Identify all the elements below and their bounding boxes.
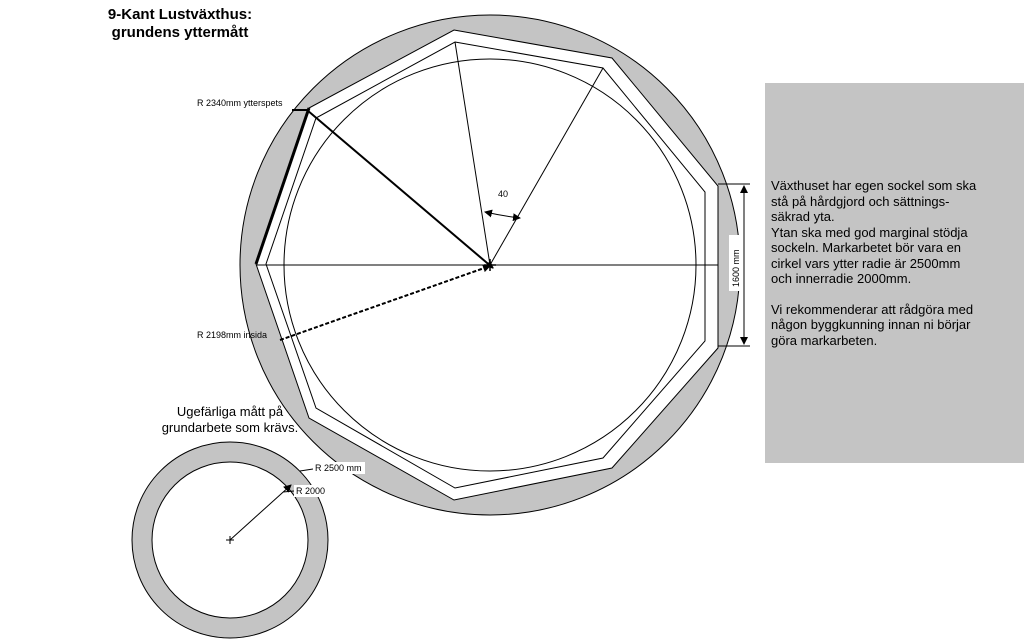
angle-label: 40 — [498, 189, 509, 199]
paragraph-gap — [771, 287, 1018, 302]
inner-side-radius-label: R 2198mm insida — [197, 330, 268, 340]
info-text-line: någon byggkunning innan ni börjar — [771, 317, 971, 332]
info-text-line: Ytan ska med god marginal stödja — [771, 224, 968, 240]
small-inner-radius-label: R 2000 — [296, 486, 326, 496]
info-text-line: cirkel vars ytter radie är 2500mm — [771, 255, 961, 271]
caption-line-1: Ugefärliga mått på — [176, 404, 284, 419]
caption-line-2: grundarbete som krävs. — [161, 420, 299, 435]
small-outer-radius-label: R 2500 mm — [315, 463, 362, 473]
info-text-line: stå på hårdgjord och sättnings- — [771, 193, 950, 209]
info-panel — [765, 83, 1024, 463]
width-dimension-label: 1600 mm — [731, 249, 741, 287]
info-text-line: Växthuset har egen sockel som ska — [771, 178, 977, 193]
info-text-line: sockeln. Markarbetet bör vara en — [771, 240, 962, 255]
foundation-caption — [100, 404, 360, 436]
small-outer-leader — [300, 469, 313, 471]
info-text-line: och innerradie 2000mm. — [771, 271, 912, 286]
info-text-line: göra markarbeten. — [771, 332, 878, 348]
info-text-line: säkrad yta. — [771, 209, 835, 224]
info-text-line: Vi rekommenderar att rådgöra med — [771, 301, 974, 317]
title-line-2: grundens yttermått — [111, 24, 249, 41]
title-line-1: 9-Kant Lustväxthus: — [107, 6, 253, 23]
outer-tip-radius-label: R 2340mm ytterspets — [197, 98, 283, 108]
